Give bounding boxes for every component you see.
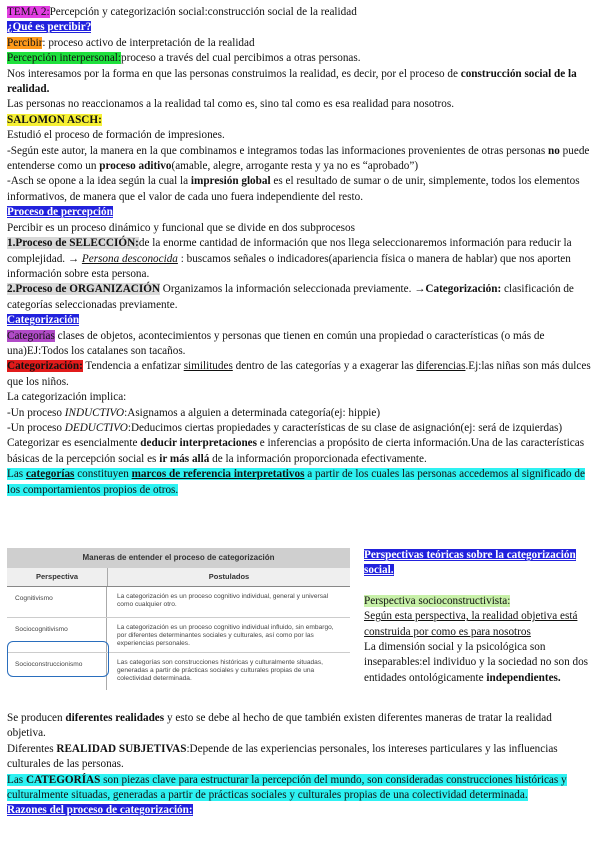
para-realidad: Las personas no reaccionamos a la realidad tal como es, sino tal como es esa realidad para nosotros. <box>7 98 455 111</box>
header-perspectiva: Perspectiva <box>7 568 108 586</box>
categ-deductivo: -Un proceso DEDUCTIVO:Deducimos ciertas propiedades y características de su clase de asignación(ej: será de izquierdas) <box>7 421 563 434</box>
proceso-intro: Percibir es un proceso dinámico y funcional que se divide en dos subprocesos <box>7 221 355 234</box>
side-underlined: Según esta perspectiva, la realidad objetiva está construida por como es para nosotros <box>364 610 578 638</box>
side-heading: Perspectivas teóricas sobre la categorización social. <box>364 549 576 577</box>
highlight-box <box>7 641 109 677</box>
categ-marcos: Las categorías constituyen marcos de referencia interpretativos a partir de los cuales las personas accedemos al significado de los comportamientos propios de otros. <box>7 468 585 496</box>
proceso-organizacion: 2.Proceso de ORGANIZACIÓN Organizamos la información seleccionada previamente. →Categorización: clasificación de categorías seleccionadas previamente. <box>7 283 574 311</box>
asch-line2: -Según este autor, la manera en la que combinamos e integramos todas las informaciones provenientes de otras personas no puede entenderse como un proceso aditivo(amable, alegre, arrogante resta y ya no es “aprobado”) <box>7 144 590 173</box>
table-row: Cognitivismo La categorización es un proceso cognitivo individual, general y universal como cualquier otro. <box>7 587 350 618</box>
asch-line1: Estudió el proceso de formación de impresiones. <box>7 129 225 142</box>
categ-implica: La categorización implica: <box>7 391 127 404</box>
bottom-realidades: Se producen diferentes realidades y esto se debe al hecho de que también existen diferentes maneras de tratar la realidad objetiva. <box>7 712 552 740</box>
proceso-heading: Proceso de percepción <box>7 206 113 219</box>
table-row: Socioconstruccionismo Las categorías son construcciones históricas y culturalmente situadas, generadas a partir de prácticas sociales y culturales propias de una colectividad determinada. <box>7 653 350 690</box>
proceso-seleccion: 1.Proceso de SELECCIÓN:de la enorme cantidad de información que nos llega seleccionaremos información para reducir la complejidad. → Persona desconocida : buscamos señales o indicadores(apariencia física o manera de hablar) que nos aporten información sobre esta persona. <box>7 237 572 280</box>
side-perspectiva: Perspectiva socioconstructivista: <box>364 594 511 607</box>
def-percepcion-interpersonal: Percepción interpersonal:proceso a través del cual percibimos a otras personas. <box>7 52 361 65</box>
para-construccion: Nos interesamos por la forma en que las personas construimos la realidad, es decir, por el proceso de construcción social de la realidad. <box>7 67 577 96</box>
side-text: La dimensión social y la psicológica son inseparables:el individuo y la sociedad no son dos entidades ontológicamente independientes. <box>364 641 589 684</box>
table-row: Sociocognitivismo La categorización es un proceso cognitivo individual influido, sin embargo, por diferentes determinantes sociales y culturales, así como por las experiencias personales. <box>7 618 350 653</box>
bottom-categorias: Las CATEGORÍAS son piezas clave para estructurar la percepción del mundo, son consideradas construcciones históricas y culturalmente situadas, generadas a partir de prácticas sociales y culturales propias de una colectividad determinada. <box>7 773 567 802</box>
topic-line <box>7 5 593 20</box>
categ-inductivo: -Un proceso INDUCTIVO:Asignamos a alguien a determinada categoría(ej: hippie) <box>7 406 381 419</box>
def-percibir: Percibir: proceso activo de interpretación de la realidad <box>7 36 255 49</box>
bottom-razones: Razones del proceso de categorización: <box>7 804 193 817</box>
categorization-table <box>7 548 350 688</box>
bottom-subjetivas: Diferentes REALIDAD SUBJETIVAS:Depende de las experiencias personales, los intereses particulares y las influencias culturales de las personas. <box>7 742 558 771</box>
categ-heading: Categorización <box>7 314 80 327</box>
table-header <box>7 568 350 587</box>
bottom-section <box>7 711 593 819</box>
topic-title: Percepción y categorización social:construcción social de la realidad <box>49 6 357 18</box>
topic-label: TEMA 2: <box>7 6 50 18</box>
categ-esencial: Categorizar es esencialmente deducir interpretaciones e inferencias a propósito de cierta información.Una de las características básicas de la percepción social es ir más allá de la información proporcionada efectivamente. <box>7 437 585 465</box>
asch-line3: -Asch se opone a la idea según la cual la impresión global es el resultado de sumar o de unir, simplemente, todos los elementos informativos, de manera que el valor de cada uno fuera independiente del resto. <box>7 175 580 203</box>
header-postulados: Postulados <box>208 572 250 581</box>
question-percibir: ¿Qué es percibir? <box>7 21 92 34</box>
document-body <box>7 5 593 498</box>
side-column <box>364 548 594 686</box>
table-title: Maneras de entender el proceso de categorización <box>7 548 350 568</box>
def-categorizacion: Categorización: Tendencia a enfatizar similitudes dentro de las categorías y a exagerar las diferencias.Ej:las niñas son más dulces que los niños. <box>7 360 591 388</box>
def-categorias: Categorías clases de objetos, acontecimientos y personas que tienen en común una propiedad o características (o más de una)EJ:Todos los catalanes son tacaños. <box>7 329 545 357</box>
asch-heading: SALOMON ASCH: <box>7 113 102 126</box>
